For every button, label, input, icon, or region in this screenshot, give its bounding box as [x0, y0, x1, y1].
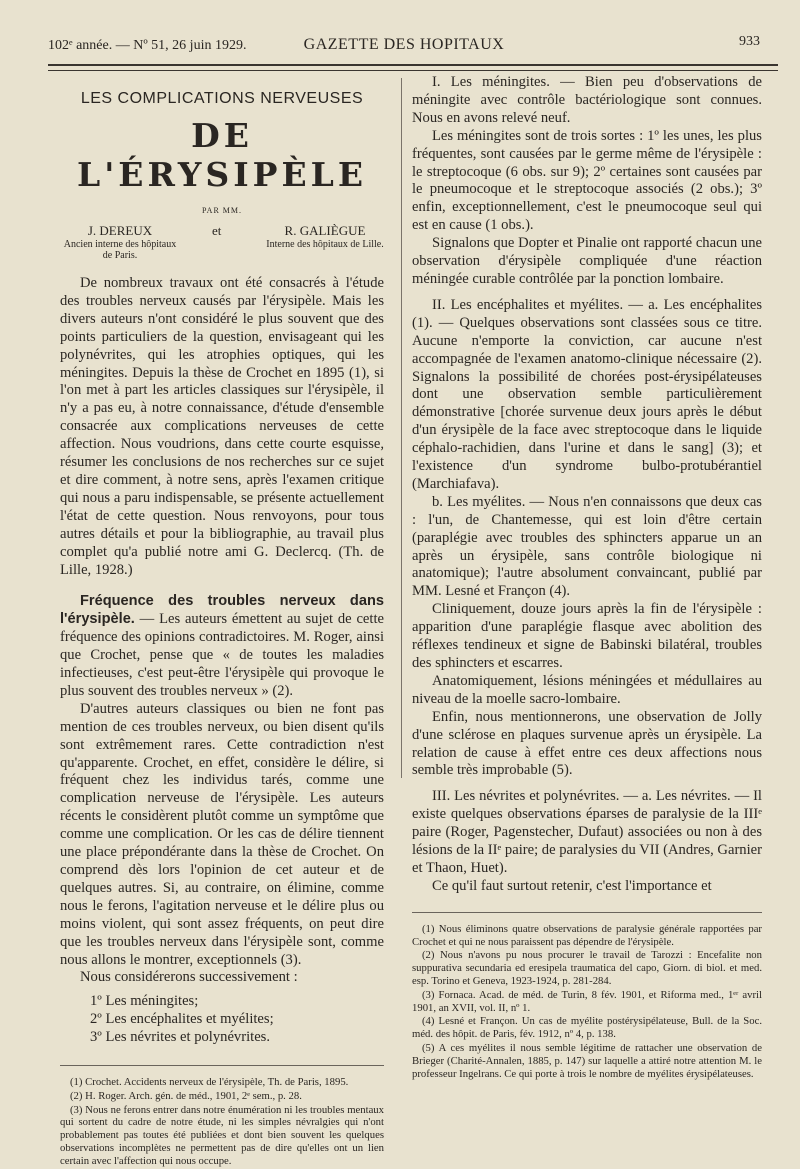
footnote: (1) Nous éliminons quatre observations de paralysie générale rapportées par Crochet et qui ne nous paraissent pas dépendre de l'érysipèle. — [412, 922, 762, 948]
footnote: (3) Nous ne ferons entrer dans notre énumération ni les troubles mentaux qui sortent du cadre de notre étude, ni les simples névralgies qui n'ont probablement pas toutes été publiées et dont bien souvent les quelques observations incomplètes ne permettent pas de dire qu'elles ont un lien certain avec l'affection qui nous occupe. — [60, 1103, 384, 1167]
encephalitis-text: — a. Les encéphalites (1). — Quelques observations sont classées sous ce titre. Aucune n'emporte la conviction, car aucune n'est accompagnée de l'examen anatomo-clinique nécessaire (2). Signalons la possibilité de chorées post-érysipélateuses dont une observation semble particulièrement démonstrative [chorée survenue deux jours après le début d'un érysipèle de la face avec streptocoque dans le liquide céphalo-rachidien, dans l'urine et dans le sang] (3); et l'existence d'un syndrome bulbo-protubérantiel (Marchiafava). — [412, 296, 762, 492]
list-item: 3º Les névrites et polynévrites. — [90, 1029, 271, 1046]
header-rule-thin — [48, 70, 778, 71]
left-column — [60, 84, 384, 1169]
meningitis-reports-paragraph: Signalons que Dopter et Pinalie ont rapporté chacun une observation d'érysipèle compliquée d'une réaction méningée curable contrôlée par la ponction lombaire. — [412, 235, 762, 287]
list-item: 1º Les méningites; — [90, 993, 199, 1010]
journal-name: GAZETTE DES HOPITAUX — [303, 36, 505, 53]
left-footnotes — [60, 1076, 384, 1168]
author-2 — [266, 223, 384, 250]
frequency-paragraph — [60, 593, 384, 700]
list-item: 2º Les encéphalites et myélites; — [90, 1011, 274, 1028]
anatomical-paragraph: Anatomiquement, lésions méningées et médullaires au niveau de la moelle sacro-lombaire. — [412, 672, 762, 707]
author-2-name: R. GALIÈGUE — [284, 223, 366, 238]
author-1-affiliation: Ancien interne des hôpitaux de Paris. — [63, 239, 177, 261]
plan-intro: Nous considérerons successivement : — [80, 969, 298, 986]
sclerosis-paragraph: Enfin, nous mentionnerons, une observation de Jolly d'une sclérose en plaques survenue après un érysipèle. La relation de cause à effet entre ces deux affections nous semble très improbable (5). — [412, 708, 762, 779]
myelitis-paragraph: b. Les myélites. — Nous n'en connaissons que deux cas : l'un, de Chantemesse, qui est loin d'être certain (paraplégie avec troubles des sphincters apparue un an après un érysipèle, sans contrôle biologique ni anatomique); l'autre absolument convaincant, publié par MM. Lesné et Françon (4). — [412, 493, 762, 600]
frequency-heading: Fréquence des troubles nerveux dans l'érysipèle. — [60, 593, 384, 628]
meningitis-paragraph — [412, 74, 762, 128]
neuritis-text: — a. Les névrites. — Il existe quelques observations éparses de paralysie de la IIIᵉ paire (Roger, Pagenstecher, Dufaut) associées ou non à des lésions de la IIᵉ paire; de paralysies du VII (Andres, Garnier et Thaon, Huet). — [412, 788, 762, 876]
article-subtitle: LES COMPLICATIONS NERVEUSES — [80, 90, 364, 107]
contradiction-paragraph: D'autres auteurs classiques ou bien ne font pas mention de ces troubles nerveux, ou bien disent qu'ils sont extrêmement rares. Cette contradiction n'est qu'apparente. Crochet, en effet, considère le délire, si fréquent chez les individus tarés, comme une complication nerveuse de l'érysipèle. Les auteurs récents le considèrent plutôt comme un symptôme que comme une complication. Or les cas de délire tiennent une place prépondérante dans la thèse de Crochet. On comprend dès lors l'opinion de cet auteur et de quelques autres. Si, au contraire, on élimine, comme nous le ferons, l'agitation nerveuse et le délire plus ou moins violent, qui sont assez fréquents, on peut dire que les troubles nerveux dans l'érysipèle sont, comme nous allons le montrer, exceptionnels (3). — [60, 700, 384, 968]
header-rule — [48, 64, 778, 66]
issue-info: 102ᵉ année. — Nº 51, 26 juin 1929. — [48, 38, 247, 53]
column-divider — [401, 78, 402, 778]
intro-paragraph: De nombreux travaux ont été consacrés à l'étude des troubles nerveux causés par l'érysipèle. Mais les divers auteurs n'ont considéré le plus souvent que des points particuliers de la question, envisageant qui les polynévrites, qui les atrophies optiques, qui les méningites. Depuis la thèse de Crochet en 1895 (1), si l'on met à part les articles classiques sur l'érysipèle, il n'y a pas eu, à notre connaissance, d'étude d'ensemble consacrée aux complications nerveuses de cette affection. Nous voudrions, dans cette courte esquisse, résumer les conclusions de nos recherches sur ce sujet et dire comment, à notre sens, après l'examen critique qui nous a paru indispensable, se présente actuellement l'état de cette question. Nous renvoyons, pour tous autres détails et pour la bibliographie, au travail plus complet qu'a publié notre ami G. Declercq. (Th. de Lille, 1928.) — [60, 275, 384, 578]
footnote: (4) Lesné et Françon. Un cas de myélite postérysipélateuse, Bull. de la Soc. méd. des hôpit. de Paris, fév. 1912, nº 4, p. 138. — [412, 1015, 762, 1041]
authors-block — [60, 223, 384, 275]
author-2-affiliation: Interne des hôpitaux de Lille. — [266, 239, 384, 250]
frequency-text: — Les auteurs émettent au sujet de cette fréquence des opinions contradictoires. M. Roger, ainsi que Crochet, pense que « de toutes les maladies infectieuses, c'est peut-être l'érysipèle qui provoque le plus souvent des troubles nerveux » (2). — [60, 611, 384, 699]
authors-conjunction: et — [212, 223, 222, 238]
neuritis-paragraph — [412, 788, 762, 878]
footnote: (2) Nous n'avons pu nous procurer le travail de Tarozzi : Encefalite non suppurativa secundaria ed eresipela traumatica del capo, Giorn. di biol. et med. esp. Torino et Geneva, 1923-1924, p. 281-284. — [412, 949, 762, 987]
article-title: DE L'ÉRYSIPÈLE — [76, 116, 368, 194]
right-footnotes — [412, 923, 762, 1081]
neuritis-heading: III. Les névrites et polynévrites. — [432, 788, 620, 805]
author-1 — [60, 223, 180, 261]
author-1-name: J. DEREUX — [87, 223, 153, 238]
footnote: (5) A ces myélites il nous semble légitime de rattacher une observation de Brieger (Charité-Annalen, 1885, p. 147) sur laquelle a attiré notre attention M. le professeur Ingelrans. Ce qui porte à trois le nombre de myélites érysipélateuses. — [412, 1041, 762, 1080]
meningitis-types-paragraph: Les méningites sont de trois sortes : 1º les unes, les plus fréquentes, sont causées par le germe même de l'érysipèle : le streptocoque (6 obs. sur 9); 2º certaines sont causées par le pneumocoque et le streptocoque associés (2 obs.); 3º enfin, exceptionnellement, c'est le pneumocoque seul qui est en cause (1 obs.). — [412, 127, 762, 234]
running-header — [48, 34, 760, 58]
clinical-paragraph: Cliniquement, douze jours après la fin de l'érysipèle : apparition d'une paraplégie flasque avec abolition des réflexes tendineux et signe de Babinski bilatéral, troubles des sphincters et escarres. — [412, 601, 762, 671]
encephalitis-paragraph — [412, 297, 762, 494]
page-number: 933 — [739, 34, 760, 49]
meningitis-text: — Bien peu d'observations de méningite avec contrôle bactériologique sont connues. Nous en avons relevé neuf. — [412, 74, 762, 126]
byline: PAR MM. — [201, 206, 243, 215]
encephalitis-heading: II. Les encéphalites et myélites. — [432, 296, 624, 313]
footnote: (1) Crochet. Accidents nerveux de l'érysipèle, Th. de Paris, 1895. — [70, 1076, 349, 1089]
plan-list — [60, 993, 384, 1047]
footnote-separator — [60, 1065, 384, 1066]
right-column — [412, 74, 762, 1081]
footnote: (2) H. Roger. Arch. gén. de méd., 1901, 2ᵉ sem., p. 28. — [70, 1089, 302, 1102]
footnote-separator — [412, 912, 762, 913]
footnote: (3) Fornaca. Acad. de méd. de Turin, 8 fév. 1901, et Riforma med., 1ᵉʳ avril 1901, an XVII, vol. II, nº 1. — [412, 988, 762, 1014]
importance-paragraph: Ce qu'il faut surtout retenir, c'est l'importance et — [432, 877, 712, 894]
meningitis-heading: I. Les méningites. — [432, 74, 550, 90]
